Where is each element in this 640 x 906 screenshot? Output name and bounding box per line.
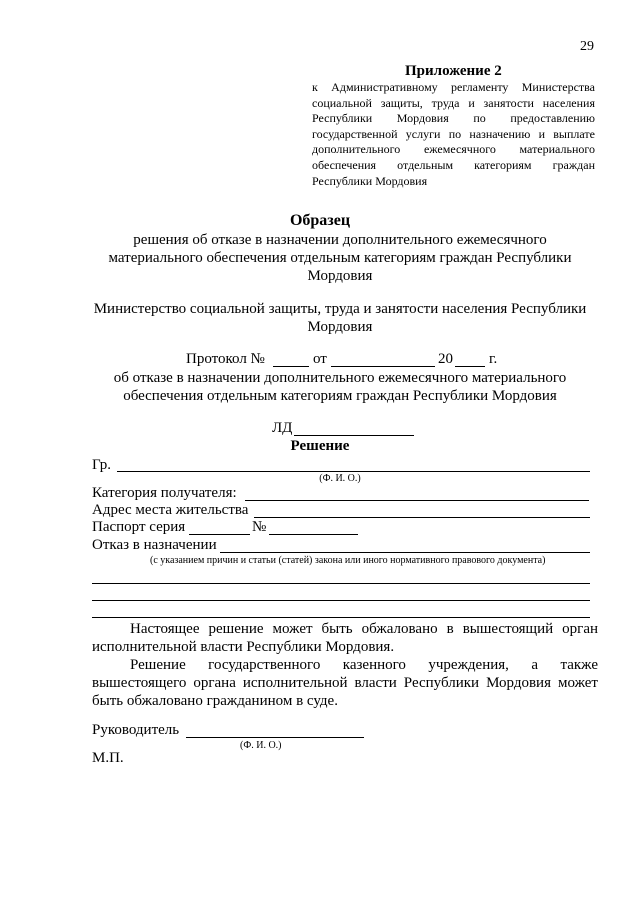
paragraph-line: вышестоящего органа исполнительной власти Республики Мордовия может bbox=[92, 675, 598, 691]
category-label: Категория получателя: bbox=[92, 485, 237, 501]
protocol-label: Протокол № bbox=[186, 351, 265, 367]
passport-series-line bbox=[189, 534, 250, 535]
blank-line bbox=[92, 583, 590, 584]
signature-line bbox=[186, 737, 364, 738]
category-line bbox=[245, 500, 589, 501]
passport-number-label: № bbox=[252, 519, 267, 535]
appendix-title: Приложение 2 bbox=[405, 63, 502, 79]
sample-subtitle-line: решения об отказе в назначении дополнительного ежемесячного bbox=[133, 232, 547, 248]
paragraph-line: быть обжаловано гражданином в суде. bbox=[92, 693, 338, 709]
ministry-name bbox=[70, 300, 610, 336]
passport-number-line bbox=[269, 534, 358, 535]
protocol-year-prefix: 20 bbox=[438, 351, 453, 367]
protocol-subject bbox=[70, 369, 610, 405]
ministry-line: Мордовия bbox=[307, 319, 373, 335]
address-label: Адрес места жительства bbox=[92, 502, 249, 518]
address-line bbox=[254, 517, 590, 518]
protocol-year-suffix: г. bbox=[489, 351, 498, 367]
signature-fio-hint: (Ф. И. О.) bbox=[240, 740, 282, 751]
protocol-subject-line: об отказе в назначении дополнительного ежемесячного материального bbox=[113, 370, 567, 386]
sample-subtitle bbox=[70, 231, 610, 285]
ld-label: ЛД bbox=[272, 420, 293, 436]
citizen-fio-line bbox=[117, 471, 590, 472]
paragraph-line: Настоящее решение может быть обжаловано в вышестоящий орган bbox=[130, 621, 598, 637]
appeal-paragraph bbox=[92, 620, 598, 656]
blank-line bbox=[92, 617, 590, 618]
citizen-fio-hint: (Ф. И. О.) bbox=[319, 473, 361, 484]
paragraph-line: исполнительной власти Республики Мордовия. bbox=[92, 639, 395, 655]
stamp-label: М.П. bbox=[92, 750, 124, 766]
citizen-label: Гр. bbox=[92, 457, 111, 473]
protocol-year-line bbox=[455, 366, 485, 367]
sample-subtitle-line: материального обеспечения отдельным категориям граждан Республики bbox=[108, 250, 572, 266]
passport-label: Паспорт серия bbox=[92, 519, 186, 535]
blank-line bbox=[92, 600, 590, 601]
head-label: Руководитель bbox=[92, 722, 180, 738]
refusal-line bbox=[220, 552, 590, 553]
protocol-subject-line: обеспечения отдельным категориям граждан Республики Мордовия bbox=[123, 388, 557, 404]
protocol-from: от bbox=[313, 351, 327, 367]
sample-subtitle-line: Мордовия bbox=[307, 268, 373, 284]
ld-number-line bbox=[294, 435, 414, 436]
appendix-text: к Административному регламенту Министерства социальной защиты, труда и занятости населения Республики Мордовия по предоставлению государственной услуги по назначению и выплате дополнительного ежемесячного материального обеспечения отдельным категориям граждан Республики Мордовия bbox=[312, 80, 595, 188]
court-paragraph bbox=[92, 656, 598, 710]
protocol-number-line bbox=[273, 366, 309, 367]
protocol-date-line bbox=[331, 366, 435, 367]
refusal-label: Отказ в назначении bbox=[92, 537, 217, 553]
refusal-hint: (с указанием причин и статьи (статей) закона или иного нормативного правового документа) bbox=[150, 555, 546, 566]
decision-title: Решение bbox=[290, 438, 350, 454]
paragraph-line: Решение государственного казенного учреждения, а также bbox=[130, 657, 598, 673]
ministry-line: Министерство социальной защиты, труда и занятости населения Республики bbox=[93, 301, 587, 317]
sample-title: Образец bbox=[289, 212, 351, 229]
page-number: 29 bbox=[580, 39, 594, 54]
